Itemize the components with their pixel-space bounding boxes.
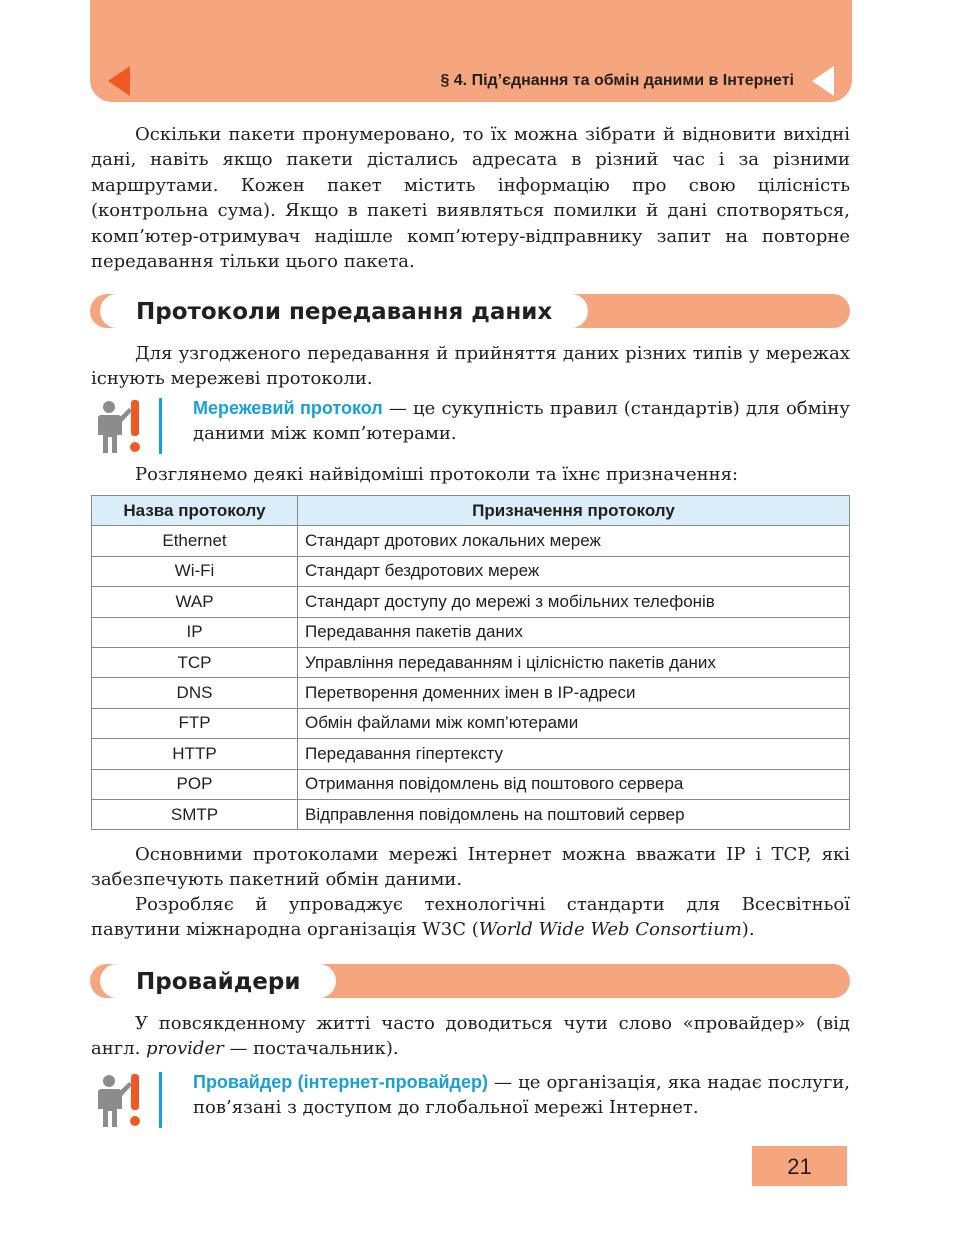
attention-person-icon: [91, 1070, 151, 1130]
after-table-text-2b: ).: [741, 919, 755, 941]
table-row: [92, 587, 850, 617]
definition-body: — це організація, яка надає послуги, пов’язані з доступом до глобальної мережі Інтернет.: [193, 1072, 850, 1119]
protocol-name: DNS: [92, 678, 298, 708]
protocol-name: Wi-Fi: [92, 556, 298, 586]
providers-text-a: У повсякденному житті часто доводиться чути слово «провайдер» (від англ.: [91, 1013, 850, 1060]
table-row: [92, 678, 850, 708]
table-row: [92, 617, 850, 647]
table-row: [92, 526, 850, 556]
protocol-purpose: Передавання пакетів даних: [298, 617, 850, 647]
after-table-text-2a: Розробляє й упроваджує технологічні стандарти для Всесвітньої павутини міжнародна організація W3C (: [91, 894, 850, 941]
attention-person-icon: [91, 396, 151, 456]
providers-paragraph: [91, 1011, 850, 1062]
nav-arrow-left-icon[interactable]: [108, 66, 130, 96]
definition-term: Провайдер (інтернет-провайдер): [193, 1072, 488, 1092]
protocol-purpose: Стандарт бездротових мереж: [298, 556, 850, 586]
protocol-name: HTTP: [92, 739, 298, 769]
intro-paragraph-text: Оскільки пакети пронумеровано, то їх можна зібрати й відновити вихідні дані, навіть якщо пакети дістались адресата в різний час і за різними маршрутами. Кожен пакет містить інформацію про свою цілісність (контрольна сума). Якщо в пакеті виявляться помилки й дані спотворяться, комп’ютер-отримувач надішле комп’ютеру-відправнику запит на повторне передавання тільки цього пакета.: [91, 124, 850, 273]
page-number: 21: [752, 1146, 847, 1186]
note-accent-bar: [159, 1072, 162, 1128]
table-row: [92, 556, 850, 586]
table-row: [92, 708, 850, 738]
table-row: [92, 739, 850, 769]
protocol-purpose: Отримання повідомлень від поштового сервера: [298, 769, 850, 799]
definition-term: Мережевий протокол: [193, 398, 383, 418]
protocol-purpose: Передавання гіпертексту: [298, 739, 850, 769]
section-heading-providers: Провайдери: [100, 964, 336, 998]
table-header-row: [92, 496, 850, 526]
protocol-purpose: Перетворення доменних імен в IP-адреси: [298, 678, 850, 708]
table-row: [92, 769, 850, 799]
chapter-title: § 4. Під’єднання та обмін даними в Інтернеті: [440, 72, 794, 89]
note-accent-bar: [159, 398, 162, 454]
after-table-text-1: Основними протоколами мережі Інтернет можна вважати IP і TCP, які забезпечують пакетний обмін даними.: [91, 844, 850, 891]
protocols-table: [91, 495, 850, 830]
protocols-paragraph: [91, 341, 850, 392]
section-heading-protocols: Протоколи передавання даних: [100, 294, 588, 328]
protocol-purpose: Обмін файлами між комп’ютерами: [298, 708, 850, 738]
page-header: [90, 0, 852, 102]
column-header-purpose: Призначення протоколу: [298, 496, 850, 526]
provider-english-word: provider: [146, 1038, 224, 1060]
providers-text-b: — постачальник).: [223, 1038, 399, 1060]
nav-arrow-right-icon[interactable]: [812, 66, 834, 96]
definition-text: [193, 396, 850, 447]
table-row: [92, 799, 850, 829]
after-table-paragraph-2: [91, 892, 850, 943]
w3c-full-name: World Wide Web Consortium: [478, 919, 742, 941]
column-header-name: Назва протоколу: [92, 496, 298, 526]
protocol-purpose: Стандарт доступу до мережі з мобільних телефонів: [298, 587, 850, 617]
protocol-name: WAP: [92, 587, 298, 617]
protocol-name: SMTP: [92, 799, 298, 829]
protocol-purpose: Управління передаванням і цілісністю пакетів даних: [298, 647, 850, 677]
section-heading-bar: [90, 964, 850, 998]
protocol-name: Ethernet: [92, 526, 298, 556]
protocol-name: IP: [92, 617, 298, 647]
protocol-purpose: Стандарт дротових локальних мереж: [298, 526, 850, 556]
after-table-paragraph-1: [91, 842, 850, 893]
table-row: [92, 647, 850, 677]
definition-body: — це сукупність правил (стандартів) для обміну даними між комп’ютерами.: [193, 398, 850, 445]
protocol-name: POP: [92, 769, 298, 799]
protocol-purpose: Відправлення повідомлень на поштовий сервер: [298, 799, 850, 829]
protocols-paragraph-text: Для узгодженого передавання й прийняття даних різних типів у мережах існують мережеві протоколи.: [91, 343, 850, 390]
protocol-name: FTP: [92, 708, 298, 738]
protocol-name: TCP: [92, 647, 298, 677]
table-intro-text: Розглянемо деякі найвідоміші протоколи та їхнє призначення:: [135, 464, 739, 485]
section-heading-bar: [90, 294, 850, 328]
definition-text: [193, 1070, 850, 1121]
intro-paragraph: [91, 122, 850, 274]
table-intro: [91, 462, 850, 487]
